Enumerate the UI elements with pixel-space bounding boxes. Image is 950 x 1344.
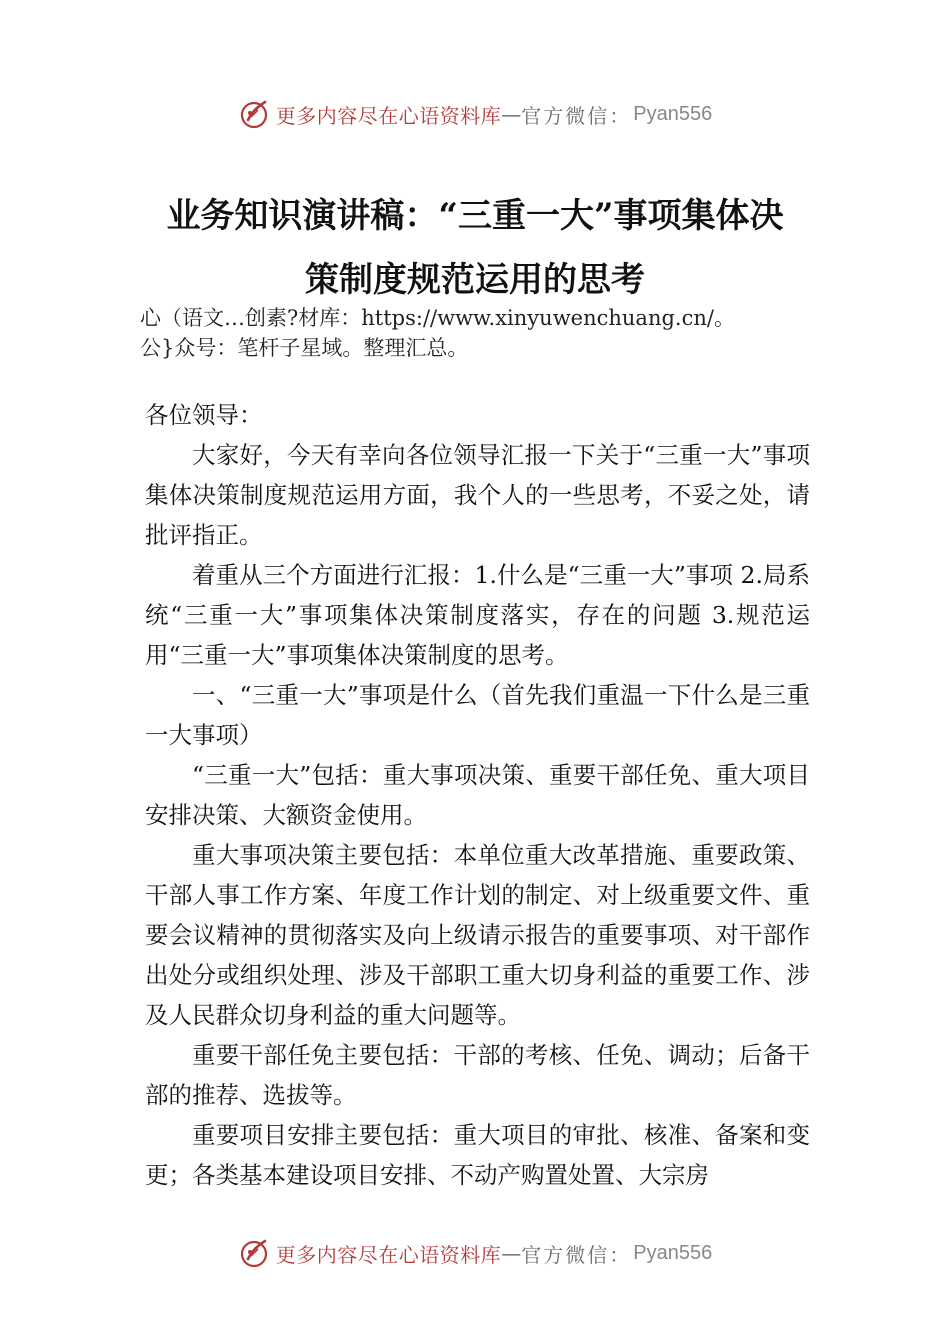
brand-logo-icon: [238, 98, 270, 130]
banner-wechat-label: 官方微信：: [521, 103, 632, 128]
brand-logo-icon: [238, 1237, 270, 1269]
paragraph: 着重从三个方面进行汇报：1.什么是“三重一大”事项 2.局系统“三重一大”事项集体决策制度落实，存在的问题 3.规范运用“三重一大”事项集体决策制度的思考。: [145, 561, 810, 669]
document-title-line-2: 策制度规范运用的思考: [305, 260, 645, 300]
source-line-2: 公}众号：笔杆子星域。整理汇总。: [140, 336, 469, 360]
paragraph: 重大事项决策主要包括：本单位重大改革措施、重要政策、干部人事工作方案、年度工作计划的制定、对上级重要文件、重要会议精神的贯彻落实及向上级请示报告的重要事项、对干部作出处分或组织处理、涉及干部职工重大切身利益的重要工作、涉及人民群众切身利益的重大问题等。: [145, 841, 810, 1029]
banner-wechat-id: Pyan556: [633, 102, 713, 125]
document-body: [145, 395, 810, 1195]
paragraph-salutation: 各位领导：: [145, 401, 263, 429]
footer-banner: [0, 1233, 950, 1273]
paragraph: 重要项目安排主要包括：重大项目的审批、核准、备案和变更；各类基本建设项目安排、不动产购置处置、大宗房: [145, 1121, 810, 1189]
banner-brand-text: 更多内容尽在心语资料库: [275, 1242, 502, 1267]
paragraph: “三重一大”包括：重大事项决策、重要干部任免、重大项目安排决策、大额资金使用。: [145, 761, 810, 829]
banner-brand-text: 更多内容尽在心语资料库: [275, 103, 502, 128]
paragraph-section-heading: 一、“三重一大”事项是什么（首先我们重温一下什么是三重一大事项）: [145, 681, 810, 749]
header-banner: [0, 94, 950, 134]
banner-wechat-id: Pyan556: [633, 1241, 713, 1264]
source-line-1: 心（语文…创素?材库：https://www.xinyuwenchuang.cn/。: [140, 306, 735, 330]
paragraph: 重要干部任免主要包括：干部的考核、任免、调动；后备干部的推荐、选拔等。: [145, 1041, 810, 1109]
banner-wechat-label: 官方微信：: [521, 1242, 632, 1267]
banner-dash: —: [501, 1241, 522, 1265]
paragraph: 大家好，今天有幸向各位领导汇报一下关于“三重一大”事项集体决策制度规范运用方面，我个人的一些思考，不妥之处，请批评指正。: [145, 441, 810, 549]
banner-dash: —: [501, 102, 522, 126]
document-title-line-1: 业务知识演讲稿：“三重一大”事项集体决: [166, 196, 784, 236]
